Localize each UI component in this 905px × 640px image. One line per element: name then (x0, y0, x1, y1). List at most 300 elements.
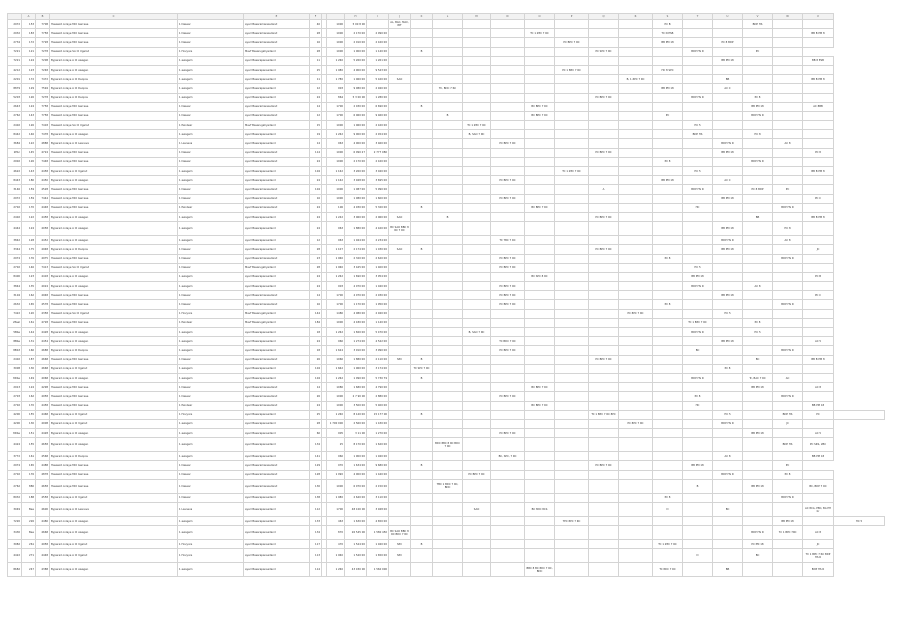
table-cell[interactable] (683, 148, 713, 157)
table-cell[interactable]: TC SPC 7 RC (411, 364, 433, 373)
table-cell[interactable]: Bypered onlaye A CI awagen (50, 130, 178, 139)
table-cell[interactable] (713, 102, 743, 111)
table-cell[interactable] (555, 254, 589, 263)
table-cell[interactable]: 4480 (36, 517, 50, 526)
table-cell[interactable] (803, 419, 834, 428)
table-cell[interactable] (555, 84, 589, 93)
table-cell[interactable]: 4422 (8, 549, 22, 563)
table-cell[interactable]: ayarl Basaramanwedand (244, 254, 310, 263)
table-cell[interactable]: 4008 (36, 419, 50, 428)
table-cell[interactable]: 1 Dasear (178, 157, 244, 166)
table-cell[interactable]: 1 awagem (178, 167, 244, 176)
table-cell[interactable] (713, 493, 743, 502)
table-cell[interactable] (683, 56, 713, 65)
table-cell[interactable] (411, 517, 433, 526)
table-cell[interactable]: 1000 (327, 157, 345, 166)
table-cell[interactable]: TC 1 ZPC 7 RC (525, 29, 555, 38)
table-cell[interactable] (491, 470, 525, 479)
table-cell[interactable] (389, 176, 411, 185)
table-cell[interactable] (803, 493, 834, 502)
table-cell[interactable]: 26 (310, 355, 322, 364)
table-cell[interactable]: 12 (310, 236, 322, 245)
table-cell[interactable]: 4 000 00 (345, 139, 367, 148)
table-cell[interactable] (525, 56, 555, 65)
table-cell[interactable] (389, 470, 411, 479)
table-cell[interactable]: 4958 (36, 540, 50, 549)
table-cell[interactable] (589, 130, 619, 139)
table-cell[interactable]: AC 5 (803, 337, 834, 346)
table-cell[interactable]: BDP HS R (773, 203, 803, 212)
table-cell[interactable]: 1 awagem (178, 75, 244, 84)
table-cell[interactable]: 1 Dasear (178, 148, 244, 157)
table-cell[interactable] (491, 517, 525, 526)
table-cell[interactable] (463, 236, 491, 245)
table-cell[interactable]: 4444 (8, 222, 22, 236)
table-cell[interactable]: ayarl Basarapansadand (244, 419, 310, 428)
table-cell[interactable]: B (433, 111, 463, 120)
table-cell[interactable] (555, 300, 589, 309)
table-cell[interactable] (589, 373, 619, 382)
table-cell[interactable] (463, 355, 491, 364)
table-cell[interactable]: PC 8 (743, 93, 773, 102)
table-cell[interactable] (433, 167, 463, 176)
table-cell[interactable] (803, 185, 834, 194)
table-cell[interactable] (433, 254, 463, 263)
table-cell[interactable] (411, 328, 433, 337)
table-cell[interactable]: AC 8BB (803, 102, 834, 111)
table-cell[interactable]: 960 (327, 337, 345, 346)
table-cell[interactable] (743, 300, 773, 309)
table-cell[interactable] (433, 517, 463, 526)
table-cell[interactable]: 2402 (8, 121, 22, 130)
table-cell[interactable] (463, 479, 491, 493)
table-cell[interactable]: Bypered onlaye A CI awagen (50, 56, 178, 65)
table-cell[interactable] (619, 470, 653, 479)
table-cell[interactable]: TC 1 ZPC 7 RC (653, 540, 683, 549)
table-cell[interactable]: 3 500 00 (345, 401, 367, 410)
table-cell[interactable]: 1 Dasear (178, 263, 244, 272)
table-cell[interactable]: 14 (310, 102, 322, 111)
table-cell[interactable]: ayarl Basarapansadand (244, 328, 310, 337)
table-cell[interactable]: 1 awagem (178, 438, 244, 452)
table-cell[interactable]: PC SPC 7 RC (589, 47, 619, 56)
table-cell[interactable] (433, 419, 463, 428)
table-cell[interactable]: 1 Pwolwer (178, 318, 244, 327)
table-cell[interactable]: Bee (22, 503, 36, 517)
table-cell[interactable]: Bypered onlaye A CI awagen (50, 373, 178, 382)
table-cell[interactable]: 126 (22, 93, 36, 102)
table-cell[interactable]: 1 274 00 (345, 337, 367, 346)
column-header[interactable]: M (463, 14, 491, 20)
table-cell[interactable] (525, 282, 555, 291)
table-cell[interactable] (389, 148, 411, 157)
table-cell[interactable] (743, 75, 773, 84)
table-cell[interactable] (525, 75, 555, 84)
table-cell[interactable]: 2913 (8, 383, 22, 392)
table-cell[interactable]: 2702 (8, 470, 22, 479)
table-cell[interactable] (525, 526, 555, 540)
table-cell[interactable] (555, 185, 589, 194)
table-cell[interactable] (713, 540, 743, 549)
table-cell[interactable]: 4388 (36, 563, 50, 577)
table-cell[interactable]: BC BPC 7 RC (525, 383, 555, 392)
table-cell[interactable] (389, 121, 411, 130)
table-cell[interactable]: Hasweld onlaye SA CI Ugelod (50, 263, 178, 272)
table-cell[interactable]: 4558 (36, 493, 50, 502)
table-cell[interactable]: B (411, 47, 433, 56)
table-cell[interactable]: 5 420 00 (367, 75, 389, 84)
table-cell[interactable]: Bypered onlaye A CI Ugelod (50, 419, 178, 428)
table-cell[interactable] (653, 373, 683, 382)
table-cell[interactable]: 4724 (36, 148, 50, 157)
table-cell[interactable]: PC BPC 7 RC (589, 93, 619, 102)
table-cell[interactable]: 7758 (36, 29, 50, 38)
table-cell[interactable] (619, 461, 653, 470)
table-cell[interactable]: 9 000 00 (345, 130, 367, 139)
table-cell[interactable]: 14 (310, 291, 322, 300)
table-cell[interactable] (555, 355, 589, 364)
table-cell[interactable] (433, 157, 463, 166)
table-cell[interactable]: Bypered onlaye A CI Ugelod (50, 167, 178, 176)
table-cell[interactable] (433, 148, 463, 157)
table-cell[interactable]: Bypered onlaye A CI awagen (50, 222, 178, 236)
table-cell[interactable]: 4212 (8, 65, 22, 74)
table-cell[interactable]: 2 110 00 (367, 355, 389, 364)
table-cell[interactable]: 8442 (8, 130, 22, 139)
table-cell[interactable]: 1000 (327, 29, 345, 38)
table-cell[interactable] (525, 493, 555, 502)
table-cell[interactable]: 1 087 00 (345, 185, 367, 194)
table-cell[interactable]: BDP HS R (683, 328, 713, 337)
table-cell[interactable]: B (411, 102, 433, 111)
table-cell[interactable] (773, 56, 803, 65)
table-cell[interactable]: BC (713, 503, 743, 517)
table-cell[interactable]: BDP HS R (743, 111, 773, 120)
table-cell[interactable]: PC 8 BDP (743, 185, 773, 194)
column-header[interactable]: Q (589, 14, 619, 20)
table-cell[interactable] (653, 419, 683, 428)
table-cell[interactable] (619, 540, 653, 549)
table-cell[interactable] (619, 549, 653, 563)
table-cell[interactable] (683, 383, 713, 392)
table-cell[interactable] (433, 383, 463, 392)
table-cell[interactable] (463, 364, 491, 373)
table-cell[interactable] (803, 346, 834, 355)
table-cell[interactable] (803, 309, 834, 318)
table-cell[interactable]: BB PM 18 (713, 337, 743, 346)
table-cell[interactable] (683, 84, 713, 93)
table-cell[interactable]: 2 620 00 (367, 254, 389, 263)
table-cell[interactable]: 1 090 (327, 470, 345, 479)
table-cell[interactable] (773, 503, 803, 517)
table-cell[interactable]: 40 (310, 20, 322, 29)
table-cell[interactable]: 14 (310, 139, 322, 148)
table-cell[interactable]: 1 Pwolwer (178, 203, 244, 212)
table-cell[interactable] (743, 176, 773, 185)
table-cell[interactable]: 141 (310, 452, 322, 461)
table-cell[interactable]: PC BPC 7 RC (491, 282, 525, 291)
table-cell[interactable] (433, 503, 463, 517)
table-cell[interactable] (433, 300, 463, 309)
table-cell[interactable]: PC BPC 7 RC (491, 263, 525, 272)
table-cell[interactable] (619, 401, 653, 410)
table-cell[interactable] (773, 355, 803, 364)
table-cell[interactable]: B (411, 373, 433, 382)
table-cell[interactable] (555, 493, 589, 502)
table-cell[interactable]: 24 (310, 203, 322, 212)
table-cell[interactable] (653, 130, 683, 139)
table-cell[interactable]: 4450 (36, 176, 50, 185)
table-cell[interactable] (713, 167, 743, 176)
table-cell[interactable] (713, 526, 743, 540)
table-cell[interactable] (463, 167, 491, 176)
table-cell[interactable]: 3 695 00 (367, 176, 389, 185)
table-cell[interactable] (619, 194, 653, 203)
table-cell[interactable] (411, 563, 433, 577)
table-cell[interactable]: 2Peel (8, 318, 22, 327)
table-cell[interactable]: 1 690 00 (345, 272, 367, 281)
table-cell[interactable]: 8Dbe (8, 429, 22, 438)
table-cell[interactable]: 2 7 90 00 (345, 392, 367, 401)
table-cell[interactable] (411, 419, 433, 428)
table-cell[interactable] (589, 272, 619, 281)
table-cell[interactable] (463, 461, 491, 470)
table-cell[interactable]: 1 580 450 (367, 526, 389, 540)
table-cell[interactable] (525, 355, 555, 364)
table-cell[interactable]: ayarl Basaramanwedand (244, 461, 310, 470)
table-cell[interactable]: 130 (22, 364, 36, 373)
table-cell[interactable]: 122 (22, 139, 36, 148)
table-cell[interactable]: SPC (389, 355, 411, 364)
table-cell[interactable]: 124 (22, 383, 36, 392)
table-cell[interactable] (773, 84, 803, 93)
table-cell[interactable]: 7278 (36, 93, 50, 102)
table-cell[interactable] (653, 185, 683, 194)
table-cell[interactable]: 1 400 00 (367, 263, 389, 272)
table-cell[interactable]: 9 460 00 (367, 111, 389, 120)
column-header[interactable]: W (773, 14, 803, 20)
table-cell[interactable]: HC 8 (743, 130, 773, 139)
table-cell[interactable]: 2762 (8, 111, 22, 120)
table-cell[interactable]: 4 180 00 (345, 318, 367, 327)
table-cell[interactable] (525, 549, 555, 563)
table-cell[interactable] (713, 29, 743, 38)
table-cell[interactable] (525, 167, 555, 176)
table-cell[interactable] (803, 65, 834, 74)
table-cell[interactable]: 7422 (8, 309, 22, 318)
table-cell[interactable] (411, 157, 433, 166)
table-cell[interactable] (389, 401, 411, 410)
table-cell[interactable]: 1 544 00 (345, 540, 367, 549)
table-cell[interactable] (525, 337, 555, 346)
table-cell[interactable] (743, 263, 773, 272)
table-cell[interactable] (491, 56, 525, 65)
table-cell[interactable] (463, 282, 491, 291)
table-cell[interactable]: 1 awagem (178, 65, 244, 74)
table-cell[interactable]: 117 (310, 540, 322, 549)
table-cell[interactable]: 1 090 00 (345, 373, 367, 382)
table-cell[interactable]: 4 000 00 (345, 470, 367, 479)
table-cell[interactable]: SAO (389, 212, 411, 221)
table-cell[interactable]: 165 (22, 300, 36, 309)
table-cell[interactable] (683, 236, 713, 245)
table-cell[interactable] (491, 20, 525, 29)
table-cell[interactable]: 5 470 00 (367, 328, 389, 337)
table-cell[interactable]: 3430 (8, 526, 22, 540)
table-cell[interactable]: ayarl Basaramanwedand (244, 148, 310, 157)
column-header[interactable]: K (411, 14, 433, 20)
table-cell[interactable] (433, 328, 463, 337)
table-cell[interactable] (491, 383, 525, 392)
table-cell[interactable]: Hasweld onlaye MCI Gerreae (50, 157, 178, 166)
table-cell[interactable] (589, 139, 619, 148)
table-cell[interactable]: 104 (310, 167, 322, 176)
table-cell[interactable]: ayarl Basaramanwedand (244, 102, 310, 111)
table-cell[interactable]: 1 awagem (178, 526, 244, 540)
table-cell[interactable]: ayarl Basaramanwedand (244, 203, 310, 212)
table-cell[interactable] (411, 56, 433, 65)
table-cell[interactable] (491, 111, 525, 120)
table-cell[interactable] (525, 185, 555, 194)
table-cell[interactable]: ayarl Basarapansadand (244, 337, 310, 346)
table-cell[interactable]: Hasweld onlaye MCI Gerreae (50, 300, 178, 309)
table-cell[interactable]: PC BPC 7 RC (463, 470, 491, 479)
table-cell[interactable] (389, 503, 411, 517)
table-cell[interactable] (619, 111, 653, 120)
table-cell[interactable]: 112 (310, 503, 322, 517)
table-cell[interactable] (463, 452, 491, 461)
table-cell[interactable] (433, 373, 463, 382)
table-cell[interactable]: 1 Hovyore (178, 410, 244, 419)
table-cell[interactable] (555, 503, 589, 517)
table-cell[interactable] (555, 291, 589, 300)
table-cell[interactable]: ayarl Basarapansadand (244, 176, 310, 185)
table-cell[interactable] (555, 470, 589, 479)
table-cell[interactable] (463, 517, 491, 526)
table-cell[interactable] (653, 93, 683, 102)
table-cell[interactable] (555, 263, 589, 272)
table-cell[interactable] (491, 47, 525, 56)
table-cell[interactable]: 2702 (8, 203, 22, 212)
table-cell[interactable] (463, 47, 491, 56)
table-cell[interactable]: TC 7BC 7 RC (491, 236, 525, 245)
table-cell[interactable]: ayarl Basaramanwedand (244, 29, 310, 38)
table-cell[interactable] (411, 176, 433, 185)
table-cell[interactable]: 2 030 00 (345, 102, 367, 111)
table-cell[interactable]: 1 awagem (178, 563, 244, 577)
table-cell[interactable] (589, 540, 619, 549)
table-cell[interactable] (713, 383, 743, 392)
table-cell[interactable] (773, 167, 803, 176)
table-cell[interactable] (773, 309, 803, 318)
table-cell[interactable]: ayarl Basarapansadand (244, 139, 310, 148)
table-cell[interactable]: Hasweld onlaye MCI Gerreae (50, 29, 178, 38)
table-cell[interactable] (619, 410, 653, 419)
table-cell[interactable] (491, 373, 525, 382)
table-cell[interactable] (653, 337, 683, 346)
table-cell[interactable] (525, 346, 555, 355)
table-cell[interactable] (589, 392, 619, 401)
table-cell[interactable] (803, 318, 834, 327)
table-cell[interactable]: ayarl Basarapansadand (244, 130, 310, 139)
table-cell[interactable] (463, 20, 491, 29)
table-cell[interactable]: AC C (713, 176, 743, 185)
table-cell[interactable]: 7708 (36, 20, 50, 29)
table-cell[interactable]: 8Dbe (8, 373, 22, 382)
table-cell[interactable]: SAO (389, 75, 411, 84)
table-cell[interactable]: 162 (22, 392, 36, 401)
table-cell[interactable]: PC BPC 7 RC (491, 392, 525, 401)
table-cell[interactable]: PC BPC 7 RC (491, 139, 525, 148)
table-cell[interactable]: 12 (310, 84, 322, 93)
table-cell[interactable] (433, 121, 463, 130)
table-cell[interactable] (653, 222, 683, 236)
table-cell[interactable] (683, 337, 713, 346)
table-cell[interactable]: Hasweld onlaye MCI Gerreae (50, 185, 178, 194)
table-cell[interactable] (491, 75, 525, 84)
table-cell[interactable] (653, 392, 683, 401)
column-header[interactable]: F (310, 14, 322, 20)
table-cell[interactable]: 24 (310, 222, 322, 236)
table-cell[interactable] (683, 526, 713, 540)
table-cell[interactable]: 7278 (36, 47, 50, 56)
table-cell[interactable]: Bypered onlaye A CI Deopos (50, 245, 178, 254)
table-cell[interactable]: BDP HS R (803, 563, 834, 577)
table-cell[interactable] (555, 176, 589, 185)
table-cell[interactable] (773, 549, 803, 563)
table-cell[interactable]: 1700 (327, 300, 345, 309)
table-cell[interactable]: 153 (22, 20, 36, 29)
table-cell[interactable] (411, 263, 433, 272)
table-cell[interactable]: 1 awagem (178, 517, 244, 526)
column-header[interactable]: I (367, 14, 389, 20)
table-cell[interactable]: AC 8 (773, 236, 803, 245)
table-cell[interactable]: 145 (22, 148, 36, 157)
table-cell[interactable] (803, 517, 834, 526)
table-cell[interactable]: Bypered onlaye A CI awagen (50, 272, 178, 281)
table-cell[interactable] (653, 75, 683, 84)
table-cell[interactable]: 14 (310, 383, 322, 392)
table-cell[interactable]: BC (743, 355, 773, 364)
table-cell[interactable] (525, 429, 555, 438)
table-cell[interactable]: 126 (22, 121, 36, 130)
table-cell[interactable]: Bypered onlaye A CI Deopos (50, 452, 178, 461)
column-header[interactable]: H (345, 14, 367, 20)
table-cell[interactable] (803, 139, 834, 148)
table-cell[interactable] (411, 222, 433, 236)
table-cell[interactable] (389, 318, 411, 327)
table-cell[interactable]: B (411, 461, 433, 470)
table-cell[interactable]: Bypered onlaye A CI Deopos (50, 75, 178, 84)
table-cell[interactable]: PC (743, 47, 773, 56)
table-cell[interactable]: 180 (22, 176, 36, 185)
table-cell[interactable]: 1 Dasear (178, 38, 244, 47)
table-cell[interactable] (463, 245, 491, 254)
table-cell[interactable] (525, 328, 555, 337)
table-cell[interactable] (389, 194, 411, 203)
table-cell[interactable]: PC BPC 7 RC (491, 291, 525, 300)
table-cell[interactable] (525, 65, 555, 74)
table-cell[interactable] (653, 438, 683, 452)
table-cell[interactable] (491, 222, 525, 236)
table-cell[interactable]: 4958 (36, 392, 50, 401)
table-cell[interactable]: BB PM 18 (803, 452, 834, 461)
table-cell[interactable]: BDP HS R (773, 392, 803, 401)
table-cell[interactable] (463, 254, 491, 263)
table-cell[interactable] (433, 75, 463, 84)
table-cell[interactable]: BB (743, 212, 773, 221)
table-cell[interactable]: Bypered onlaye A CI awagen (50, 282, 178, 291)
